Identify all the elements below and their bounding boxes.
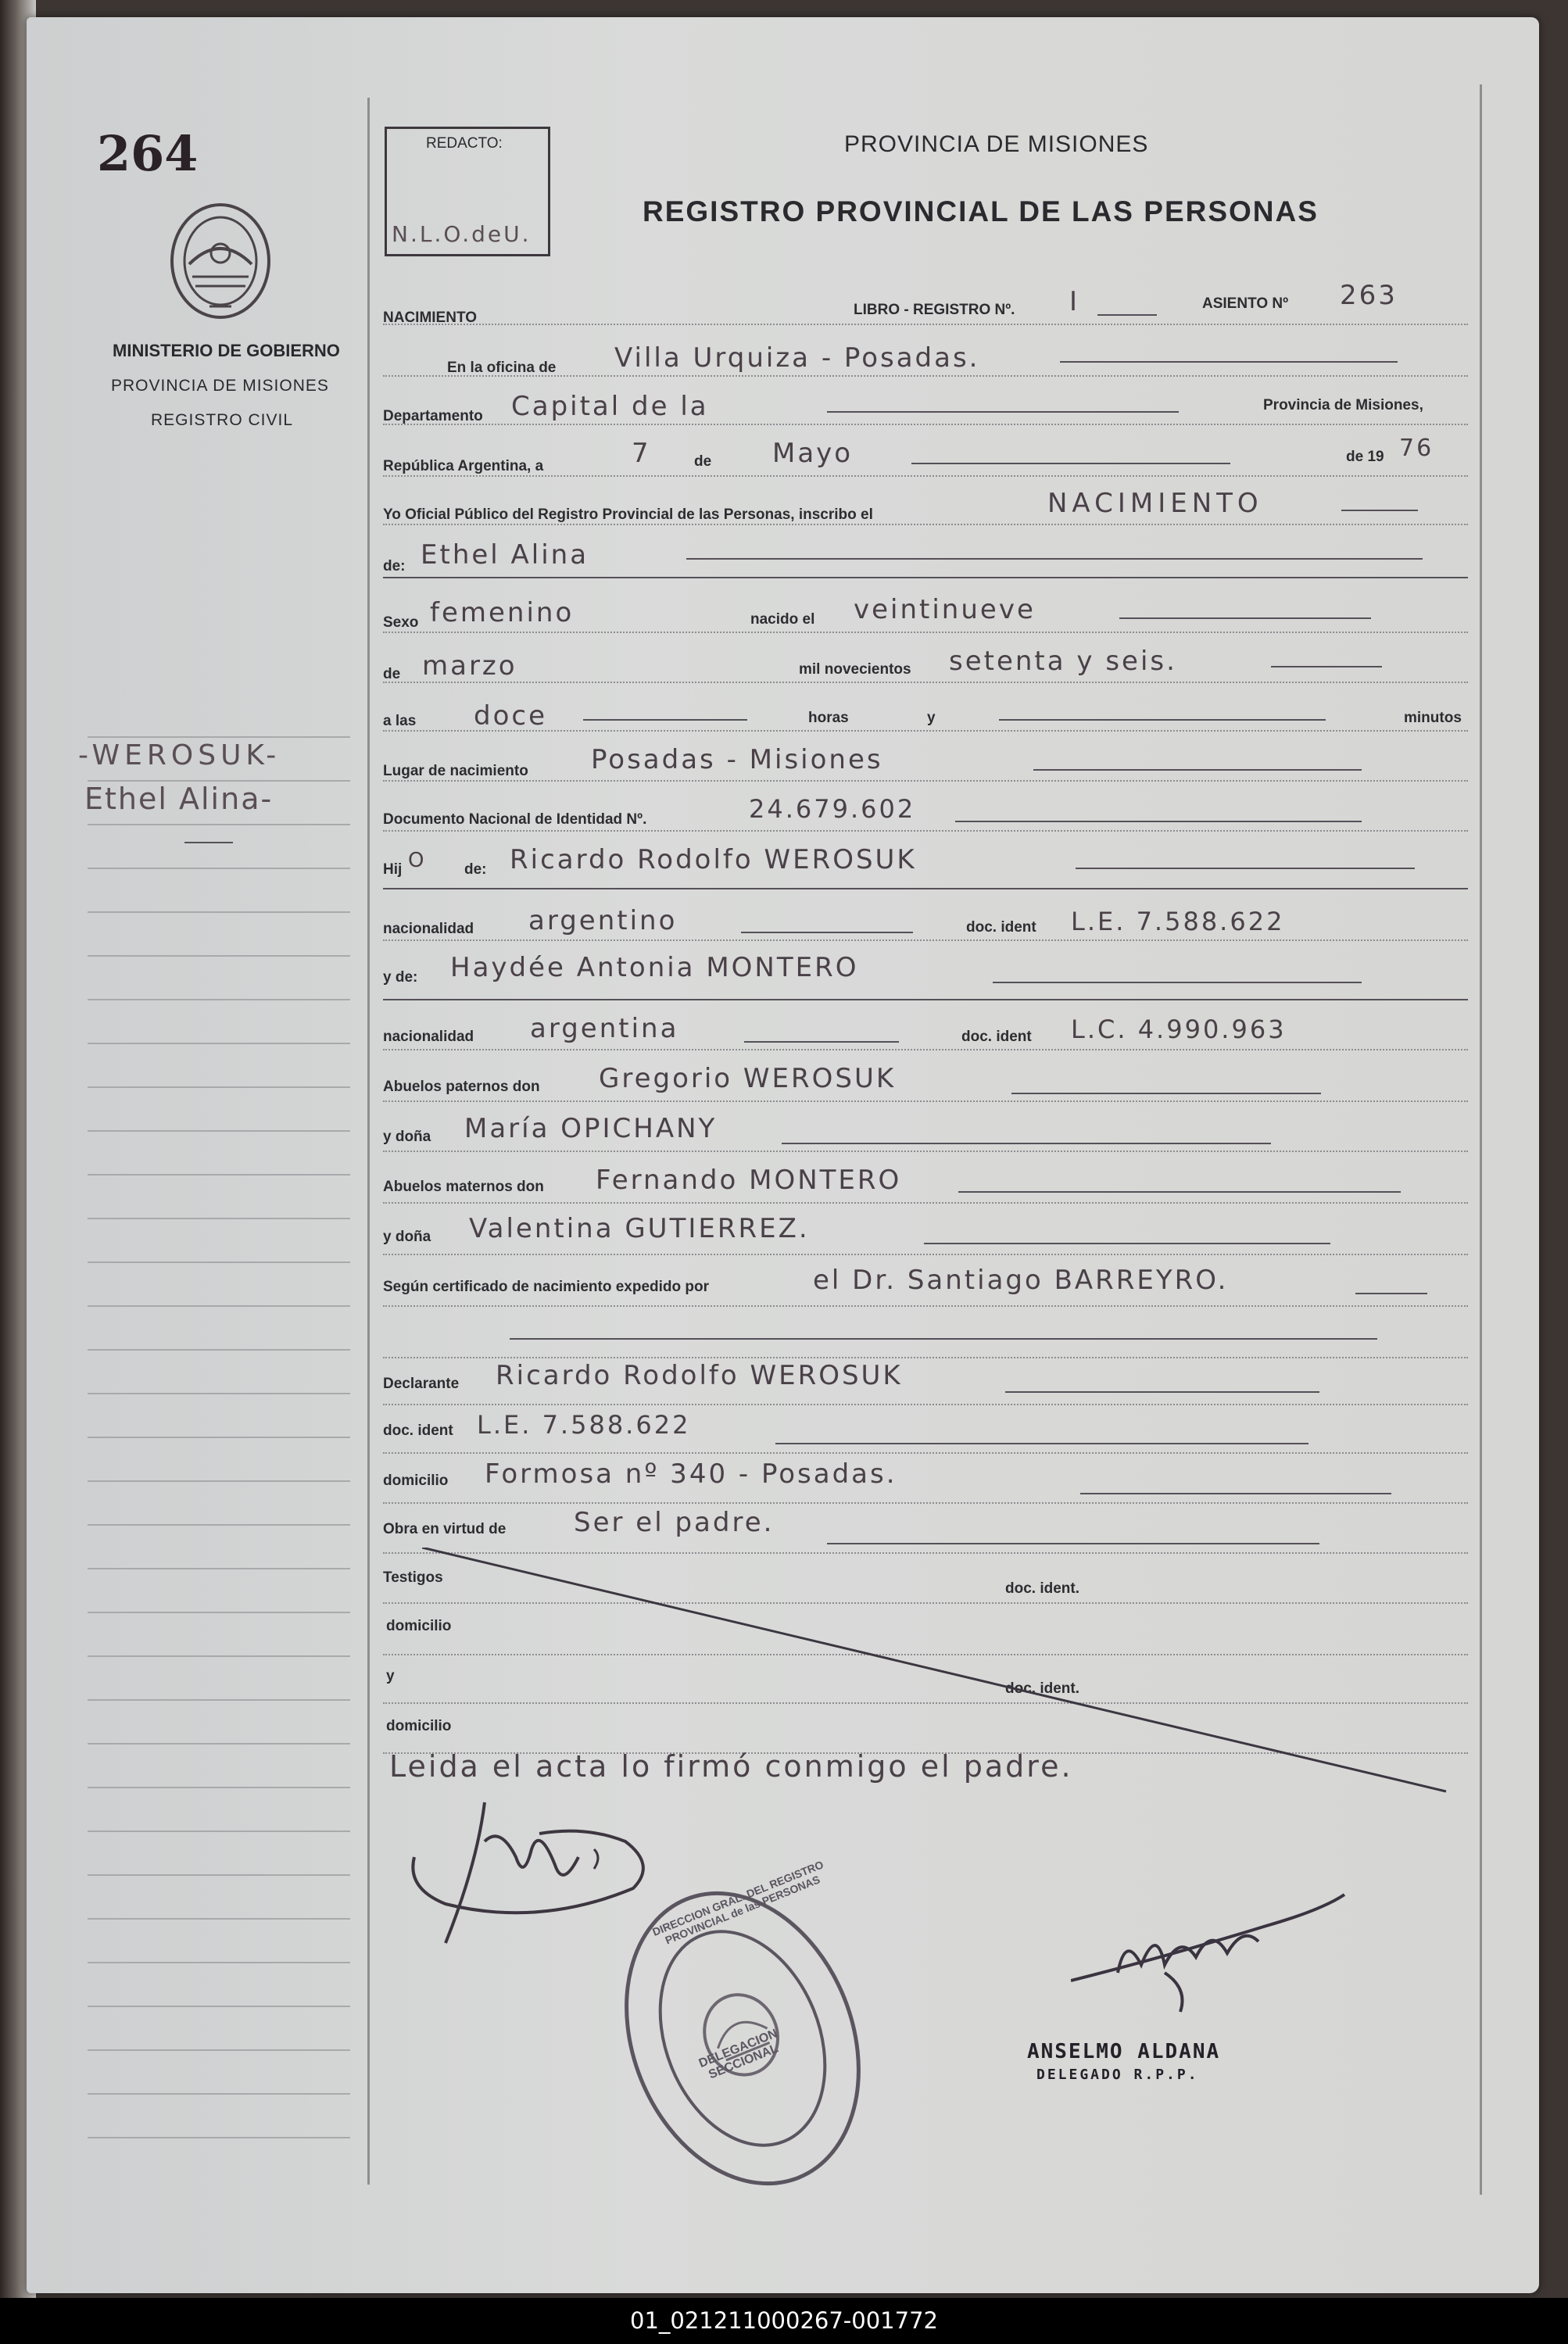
row-line bbox=[383, 475, 1468, 477]
redacto-box bbox=[385, 127, 550, 256]
oficial-line bbox=[1341, 510, 1418, 511]
oficina-label: En la oficina de bbox=[447, 360, 557, 376]
row-line bbox=[383, 1452, 1468, 1454]
mil-line bbox=[1271, 666, 1382, 667]
margin-rule-line bbox=[88, 1261, 350, 1263]
abm2-value: Valentina GUTIERREZ. bbox=[469, 1213, 810, 1244]
nombre-line bbox=[686, 558, 1423, 560]
closing-value: Leida el acta lo firmó conmigo el padre. bbox=[389, 1749, 1073, 1784]
nacido-label: nacido el bbox=[750, 611, 815, 628]
margin-note-name: Ethel Alina- bbox=[84, 782, 274, 816]
departamento-line bbox=[827, 411, 1179, 413]
y2-label: y bbox=[386, 1668, 395, 1684]
nac2-value: argentina bbox=[530, 1013, 679, 1044]
domicilio-line bbox=[1080, 1493, 1391, 1494]
margin-rule-line bbox=[88, 1349, 350, 1351]
nac1-value: argentino bbox=[528, 905, 678, 936]
domicilio-label: domicilio bbox=[383, 1473, 449, 1489]
act-type-label: NACIMIENTO bbox=[383, 310, 477, 326]
declarante-line bbox=[1005, 1391, 1319, 1393]
row-line bbox=[383, 780, 1468, 782]
oficina-line bbox=[1060, 361, 1398, 363]
row-line bbox=[383, 375, 1468, 377]
margin-rule-line bbox=[88, 1743, 350, 1745]
de-label: de bbox=[694, 453, 712, 470]
nacido-value: veintinueve bbox=[854, 594, 1036, 625]
alas-label: a las bbox=[383, 713, 417, 729]
row-line bbox=[383, 730, 1468, 732]
minutos-line bbox=[999, 719, 1326, 721]
row-line bbox=[383, 1100, 1468, 1102]
anio-label: de 19 bbox=[1346, 449, 1384, 465]
doc2-label: doc. ident bbox=[961, 1029, 1032, 1045]
dni-value: 24.679.602 bbox=[749, 794, 916, 824]
margin-ruled-lines bbox=[88, 736, 350, 2174]
abm-line bbox=[958, 1191, 1401, 1193]
row-line bbox=[383, 1357, 1468, 1358]
padre-value: Ricardo Rodolfo WEROSUK bbox=[510, 844, 917, 875]
row-line bbox=[383, 1254, 1468, 1255]
lugar-label: Lugar de nacimiento bbox=[383, 763, 528, 779]
testdom-label: domicilio bbox=[386, 1618, 452, 1634]
asiento-label: ASIENTO Nº bbox=[1202, 295, 1289, 312]
nac1-label: nacionalidad bbox=[383, 921, 474, 937]
stamp-outer-text: DIRECCION GRAL. DEL REGISTRO PROVINCIAL de las PERSONAS bbox=[650, 1858, 825, 1947]
abp-label: Abuelos paternos don bbox=[383, 1079, 540, 1095]
abp-value: Gregorio WEROSUK bbox=[599, 1063, 897, 1094]
ministry-title: MINISTERIO DE GOBIERNO bbox=[113, 341, 340, 360]
margin-rule-line bbox=[88, 1524, 350, 1526]
ministry-province: PROVINCIA DE MISIONES bbox=[111, 377, 329, 395]
docdecl-value: L.E. 7.588.622 bbox=[477, 1410, 691, 1440]
nac2-line bbox=[744, 1041, 899, 1043]
redacto-value: N.L.O.deU. bbox=[392, 221, 532, 247]
header-registry: REGISTRO PROVINCIAL DE LAS PERSONAS bbox=[643, 195, 1319, 227]
dia-value: 7 bbox=[632, 438, 651, 469]
margin-rule-line bbox=[88, 1437, 350, 1438]
doc2-value: L.C. 4.990.963 bbox=[1071, 1015, 1287, 1044]
stamp-inner-text: DELEGACION SECCIONAL bbox=[696, 2027, 781, 2082]
obra-label: Obra en virtud de bbox=[383, 1521, 507, 1537]
cert-value: el Dr. Santiago BARREYRO. bbox=[813, 1265, 1229, 1296]
margin-rule-line bbox=[88, 1305, 350, 1307]
abp2-line bbox=[782, 1143, 1271, 1144]
margin-rule bbox=[367, 98, 370, 2185]
abm-value: Fernando MONTERO bbox=[596, 1165, 902, 1196]
margin-rule-line bbox=[88, 1918, 350, 1920]
mil-label: mil novecientos bbox=[799, 661, 911, 678]
madre-line bbox=[993, 982, 1362, 983]
obra-value: Ser el padre. bbox=[574, 1507, 775, 1538]
row-line bbox=[383, 1049, 1468, 1050]
row-line bbox=[383, 939, 1468, 941]
horas-line bbox=[583, 719, 747, 721]
margin-rule-line bbox=[88, 1787, 350, 1788]
margin-rule-line bbox=[88, 1174, 350, 1176]
declarante-label: Declarante bbox=[383, 1376, 460, 1392]
de3-label: de bbox=[383, 666, 401, 682]
cert-label: Según certificado de nacimiento expedido por bbox=[383, 1279, 710, 1295]
libro-value: I bbox=[1069, 286, 1080, 317]
abp2-label: y doña bbox=[383, 1129, 431, 1145]
margin-rule-line bbox=[88, 1830, 350, 1832]
margin-rule-line bbox=[88, 2137, 350, 2138]
abp-line bbox=[1011, 1093, 1321, 1094]
nacido-line bbox=[1119, 617, 1371, 619]
dni-label: Documento Nacional de Identidad Nº. bbox=[383, 811, 647, 828]
sexo-label: Sexo bbox=[383, 614, 419, 631]
nac1-line bbox=[741, 932, 913, 933]
row-line bbox=[383, 1202, 1468, 1204]
testdoc2-label: doc. ident. bbox=[1005, 1680, 1079, 1697]
y-label: y bbox=[927, 710, 936, 726]
row-line bbox=[383, 830, 1468, 832]
departamento-label: Departamento bbox=[383, 408, 483, 424]
minutos-label: minutos bbox=[1404, 710, 1462, 726]
cert-line bbox=[1355, 1293, 1427, 1294]
horas-value: doce bbox=[474, 700, 547, 732]
provincia-suffix: Provincia de Misiones, bbox=[1263, 397, 1423, 413]
oficial-label: Yo Oficial Público del Registro Provincial de las Personas, inscribo el bbox=[383, 506, 873, 523]
row-line bbox=[383, 1404, 1468, 1405]
anio-value: 76 bbox=[1399, 435, 1434, 462]
margin-rule-line bbox=[88, 2049, 350, 2051]
testigos-label: Testigos bbox=[383, 1569, 443, 1586]
margin-rule-line bbox=[88, 1699, 350, 1701]
row-solid-line bbox=[383, 577, 1468, 578]
abm2-label: y doña bbox=[383, 1229, 431, 1245]
margin-rule-line bbox=[88, 2093, 350, 2095]
margin-rule-line bbox=[88, 824, 350, 825]
mil-value: setenta y seis. bbox=[949, 646, 1177, 677]
cert-line-2 bbox=[510, 1338, 1377, 1340]
margin-rule-line bbox=[88, 736, 350, 738]
margin-rule-line bbox=[88, 955, 350, 957]
margin-rule-line bbox=[88, 999, 350, 1000]
hijo-suffix: O bbox=[408, 849, 427, 872]
asiento-value: 263 bbox=[1340, 280, 1398, 311]
row-line bbox=[383, 1151, 1468, 1152]
departamento-value: Capital de la bbox=[511, 391, 709, 422]
row-line bbox=[383, 632, 1468, 633]
row-line bbox=[383, 324, 1468, 325]
oficial-value: NACIMIENTO bbox=[1047, 488, 1263, 519]
officer-name: ANSELMO ALDANA bbox=[1027, 2040, 1221, 2063]
row-solid-line bbox=[383, 888, 1468, 889]
hijo-de-label: de: bbox=[464, 861, 487, 878]
coat-of-arms-icon bbox=[166, 199, 275, 324]
margin-rule-line bbox=[88, 1655, 350, 1657]
yde-label: y de: bbox=[383, 969, 418, 986]
margin-rule-line bbox=[88, 1393, 350, 1394]
de2-label: de: bbox=[383, 558, 406, 574]
margin-rule-line bbox=[88, 1043, 350, 1044]
sexo-value: femenino bbox=[430, 597, 575, 628]
margin-rule-line bbox=[88, 1130, 350, 1132]
doc1-label: doc. ident bbox=[966, 919, 1036, 936]
ministry-office: REGISTRO CIVIL bbox=[151, 411, 294, 429]
abp2-value: María OPICHANY bbox=[464, 1113, 718, 1144]
republica-label: República Argentina, a bbox=[383, 458, 544, 474]
margin-rule-line bbox=[88, 1480, 350, 1482]
lugar-value: Posadas - Misiones bbox=[591, 744, 883, 775]
abm2-line bbox=[924, 1243, 1330, 1244]
officer-signature-icon bbox=[1071, 1879, 1352, 2020]
row-solid-line bbox=[383, 999, 1468, 1000]
declarante-value: Ricardo Rodolfo WEROSUK bbox=[496, 1360, 903, 1391]
testdom2-label: domicilio bbox=[386, 1718, 452, 1734]
madre-value: Haydée Antonia MONTERO bbox=[450, 952, 859, 983]
margin-rule-line bbox=[88, 2006, 350, 2007]
mes-value: Mayo bbox=[772, 438, 854, 469]
officer-title: DELEGADO R.P.P. bbox=[1036, 2067, 1199, 2083]
nombre-value: Ethel Alina bbox=[421, 539, 589, 571]
margin-rule-line bbox=[88, 1962, 350, 1963]
margin-note-surname: -WEROSUK- bbox=[78, 739, 281, 771]
official-stamp-icon bbox=[618, 1874, 868, 2203]
doc1-value: L.E. 7.588.622 bbox=[1071, 907, 1285, 936]
page-number: 264 bbox=[97, 125, 199, 182]
header-province: PROVINCIA DE MISIONES bbox=[844, 131, 1149, 157]
redacto-label: REDACTO: bbox=[426, 135, 503, 152]
libro-line bbox=[1097, 314, 1157, 316]
horas-label: horas bbox=[808, 710, 849, 726]
margin-rule-line bbox=[88, 1568, 350, 1569]
mes-line bbox=[911, 463, 1230, 464]
margin-rule-line bbox=[88, 1612, 350, 1613]
oficina-value: Villa Urquiza - Posadas. bbox=[614, 342, 980, 374]
image-caption: 01_021211000267-001772 bbox=[0, 2298, 1568, 2344]
margin-rule-line bbox=[88, 1218, 350, 1219]
mes2-value: marzo bbox=[422, 650, 517, 682]
margin-rule-line bbox=[88, 780, 350, 782]
right-rule bbox=[1480, 84, 1482, 2195]
nac2-label: nacionalidad bbox=[383, 1029, 474, 1045]
margin-rule-line bbox=[88, 868, 350, 869]
row-line bbox=[383, 524, 1468, 525]
row-line bbox=[383, 424, 1468, 425]
obra-line bbox=[827, 1543, 1319, 1544]
abm-label: Abuelos maternos don bbox=[383, 1179, 544, 1195]
margin-rule-line bbox=[88, 1874, 350, 1876]
row-line bbox=[383, 682, 1468, 683]
lugar-line bbox=[1033, 769, 1362, 771]
libro-label: LIBRO - REGISTRO Nº. bbox=[854, 302, 1015, 318]
docdecl-line bbox=[775, 1443, 1308, 1444]
row-line bbox=[383, 1502, 1468, 1504]
padre-line bbox=[1076, 868, 1415, 869]
docdecl-label: doc. ident bbox=[383, 1423, 453, 1439]
testdoc-label: doc. ident. bbox=[1005, 1580, 1079, 1597]
hijo-label: Hij bbox=[383, 861, 403, 878]
row-line bbox=[383, 1305, 1468, 1307]
dni-line bbox=[955, 821, 1362, 822]
margin-rule-line bbox=[88, 911, 350, 913]
margin-rule-line bbox=[88, 1086, 350, 1088]
domicilio-value: Formosa nº 340 - Posadas. bbox=[485, 1458, 897, 1490]
